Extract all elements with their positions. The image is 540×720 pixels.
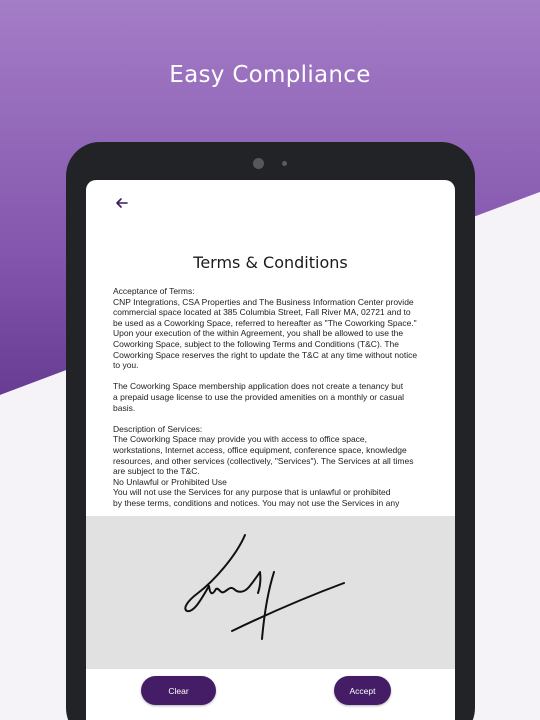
sensor-dot xyxy=(282,161,287,166)
clear-button[interactable]: Clear xyxy=(141,676,216,705)
terms-text[interactable] xyxy=(113,286,431,516)
app-screen xyxy=(86,180,455,720)
terms-paragraph: Acceptance of Terms: CNP Integrations, CSA Properties and The Business Information Center provide commercial space located at 385 Columbia Street, Fall River MA, 02721 and to be used as a Coworking Space, referred to hereafter as "The Coworking Space." Upon your execution of the within Agreement, you shall be allowed to use the Coworking Space, subject to the following Terms and Conditions (T&C). The Coworking Space reserves the right to update the T&C at any time without notice to you. xyxy=(113,286,418,371)
signature-pad[interactable] xyxy=(86,516,455,669)
signature-drawing xyxy=(86,516,455,669)
accept-button[interactable]: Accept xyxy=(334,676,391,705)
terms-paragraph: Description of Services: The Coworking Space may provide you with access to office space, workstations, Internet access, office equipment, conference space, knowledge resources, and other services (collectively, "Services"). The Services at all times are subject to the T&C. No Unlawful or Prohibited Use You will not use the Services for any purpose that is unlawful or prohibited by these terms, conditions and notices. You may not use the Services in any xyxy=(113,423,414,508)
tablet-frame xyxy=(66,142,475,720)
page-title: Terms & Conditions xyxy=(193,253,348,272)
arrow-left-icon[interactable] xyxy=(112,193,132,213)
terms-paragraph: The Coworking Space membership application does not create a tenancy but a prepaid usage license to use the provided amenities on a monthly or casual basis. xyxy=(113,381,405,413)
camera-icon xyxy=(253,158,264,169)
promo-headline: Easy Compliance xyxy=(169,62,371,88)
